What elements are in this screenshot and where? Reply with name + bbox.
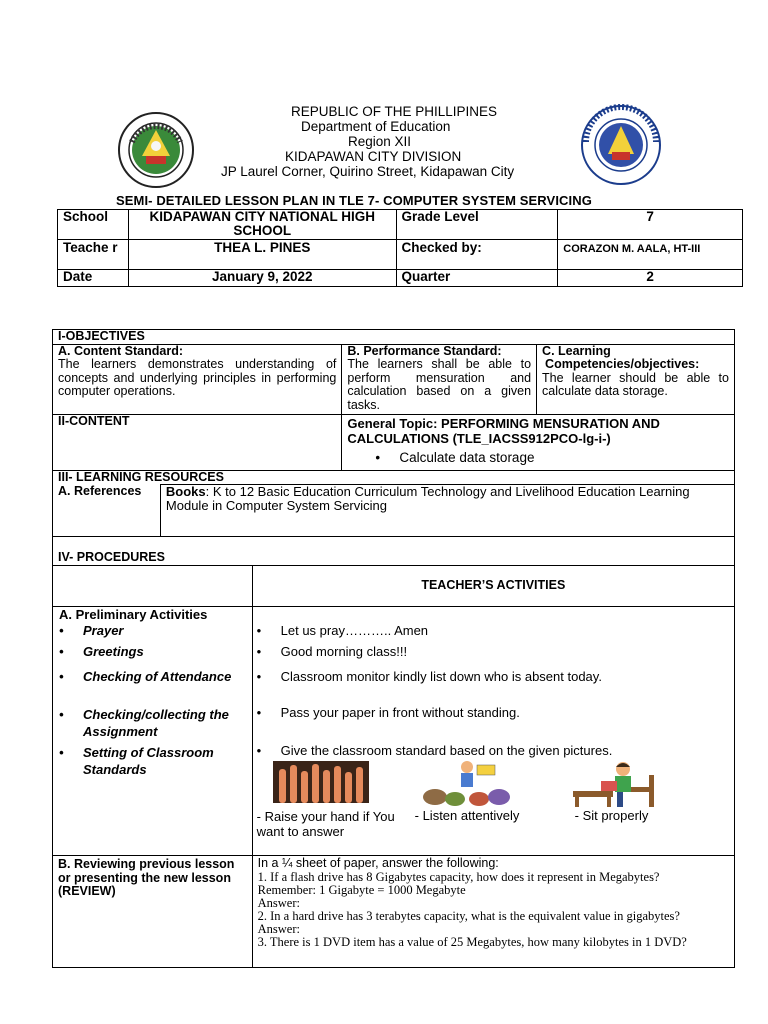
bullet-dot-icon: •: [59, 644, 64, 659]
prelim-label: Greetings: [83, 644, 144, 659]
date-label: Date: [58, 270, 129, 287]
activity-greetings: [257, 645, 407, 659]
performance-standard-text: The learners shall be able to perform mensuration and calculation based on a given tasks.: [347, 357, 532, 412]
prelim-label: Checking/collecting the Assignment: [83, 707, 229, 739]
school-logo: [118, 112, 194, 188]
review-line-4: 2. In a hard drive has 3 terabytes capacity, what is the equivalent value in gigabytes?: [257, 908, 680, 923]
review-line-6: 3. There is 1 DVD item has a value of 25 Megabytes, how many kilobytes in 1 DVD?: [257, 934, 687, 949]
standard-sit: - Sit properly: [574, 808, 649, 823]
activity-text: Good morning class!!!: [280, 644, 408, 659]
header-division: KIDAPAWAN CITY DIVISION: [285, 149, 462, 164]
bullet-dot-icon: •: [375, 449, 381, 465]
quarter-label: Quarter: [396, 270, 558, 287]
content-heading: II-CONTENT: [53, 414, 342, 470]
document-title: SEMI- DETAILED LESSON PLAN IN TLE 7- COMPUTER SYSTEM SERVICING: [116, 193, 592, 208]
teacher-label: Teache r: [58, 240, 129, 270]
activity-text: Classroom monitor kindly list down who is absent today.: [280, 669, 602, 684]
review-label: B. Reviewing previous lesson or presenting the new lesson (REVIEW): [53, 856, 253, 968]
learning-competencies-title-2: Competencies/objectives:: [545, 357, 700, 371]
teacher-value: THEA L. PINES: [128, 240, 396, 270]
lesson-plan-table: [52, 329, 735, 968]
learning-competencies-title: C. Learning: [542, 343, 611, 358]
checked-label: Checked by:: [396, 240, 558, 270]
general-topic: General Topic: PERFORMING MENSURATION AND CALCULATIONS (TLE_IACSS912PCO-lg-i-): [347, 415, 660, 446]
bullet-dot-icon: •: [256, 623, 262, 638]
review-line-2: Remember: 1 Gigabyte = 1000 Megabyte: [257, 882, 466, 897]
preliminary-heading: A. Preliminary Activities: [59, 607, 208, 622]
grade-label: Grade Level: [396, 210, 558, 240]
bullet-dot-icon: •: [256, 669, 262, 684]
activity-standards: [257, 744, 613, 758]
prelim-item-assignment: [59, 706, 244, 740]
prelim-label: Prayer: [83, 623, 124, 638]
performance-standard-title: B. Performance Standard:: [347, 343, 502, 358]
activity-attendance: [257, 670, 602, 684]
activity-text: Give the classroom standard based on the given pictures.: [280, 743, 613, 758]
bullet-dot-icon: •: [59, 669, 64, 684]
raised-hands-image: [273, 761, 369, 803]
standard-listen: - Listen attentively: [414, 808, 520, 823]
deped-seal: [572, 104, 670, 186]
date-value: January 9, 2022: [128, 270, 396, 287]
references-label: A. References: [53, 485, 161, 537]
school-value: KIDAPAWAN CITY NATIONAL HIGH SCHOOL: [128, 210, 396, 240]
lesson-info-table: [57, 209, 743, 287]
references-cell: [160, 485, 734, 537]
header-republic: REPUBLIC OF THE PHILLIPINES: [291, 104, 498, 119]
teachers-activities-heading: TEACHER’S ACTIVITIES: [252, 566, 734, 607]
preliminary-activities-teacher-cell: [252, 607, 734, 856]
objectives-heading: I-OBJECTIVES: [53, 330, 735, 345]
learning-competencies-cell: [537, 344, 735, 414]
content-cell: [342, 414, 735, 470]
header-address: JP Laurel Corner, Quirino Street, Kidapawan City: [221, 164, 515, 179]
bullet-dot-icon: •: [256, 705, 262, 720]
activity-text: Let us pray……….. Amen: [280, 623, 429, 638]
listening-students-image: [421, 759, 513, 807]
header-department: Department of Education: [301, 119, 451, 134]
activity-assignment: [257, 706, 520, 720]
prelim-item-prayer: [59, 624, 123, 638]
content-standard-title: A. Content Standard:: [58, 343, 183, 358]
review-line-5: Answer:: [257, 921, 300, 936]
checked-value: CORAZON M. AALA, HT-III: [558, 240, 743, 270]
preliminary-activities-cell: [53, 607, 253, 856]
quarter-value: 2: [558, 270, 743, 287]
bullet-dot-icon: •: [59, 707, 64, 722]
prelim-item-greetings: [59, 645, 144, 659]
content-standard-cell: [53, 344, 342, 414]
learning-competencies-text: The learner should be able to calculate data storage.: [542, 370, 729, 398]
bullet-dot-icon: •: [256, 743, 262, 758]
prelim-label: Setting of Classroom Standards: [83, 745, 214, 777]
bullet-dot-icon: •: [59, 745, 64, 760]
books-text: : K to 12 Basic Education Curriculum Technology and Livelihood Education Learning Module in Computer System Servicing: [165, 484, 690, 513]
procedures-heading: IV- PROCEDURES: [53, 537, 735, 566]
grade-value: 7: [558, 210, 743, 240]
bullet-dot-icon: •: [256, 644, 262, 659]
school-label: School: [58, 210, 129, 240]
resources-heading: III- LEARNING RESOURCES: [53, 470, 735, 485]
standard-raise-hand: - Raise your hand if You want to answer: [256, 809, 395, 839]
prelim-item-attendance: [59, 670, 231, 684]
prelim-label: Checking of Attendance: [83, 669, 232, 684]
header-region: Region XII: [348, 134, 412, 149]
activity-prayer: [257, 624, 428, 638]
bullet-dot-icon: •: [59, 623, 64, 638]
content-bullet-item: [347, 446, 729, 465]
review-intro: In a ¼ sheet of paper, answer the following:: [257, 856, 499, 870]
content-bullet-text: Calculate data storage: [399, 449, 535, 465]
review-line-3: Answer:: [257, 895, 300, 910]
activity-text: Pass your paper in front without standing.: [280, 705, 520, 720]
books-label: Books: [165, 484, 206, 499]
prelim-item-standards: [59, 744, 244, 778]
review-line-1: 1. If a flash drive has 8 Gigabytes capacity, how does it represent in Megabytes?: [257, 869, 660, 884]
review-cell: [252, 856, 734, 968]
procedures-blank-cell: [53, 566, 253, 607]
content-standard-text: The learners demonstrates understanding of concepts and underlying principles in performing computer operations.: [58, 357, 337, 398]
performance-standard-cell: [342, 344, 537, 414]
sitting-student-image: [569, 759, 663, 807]
